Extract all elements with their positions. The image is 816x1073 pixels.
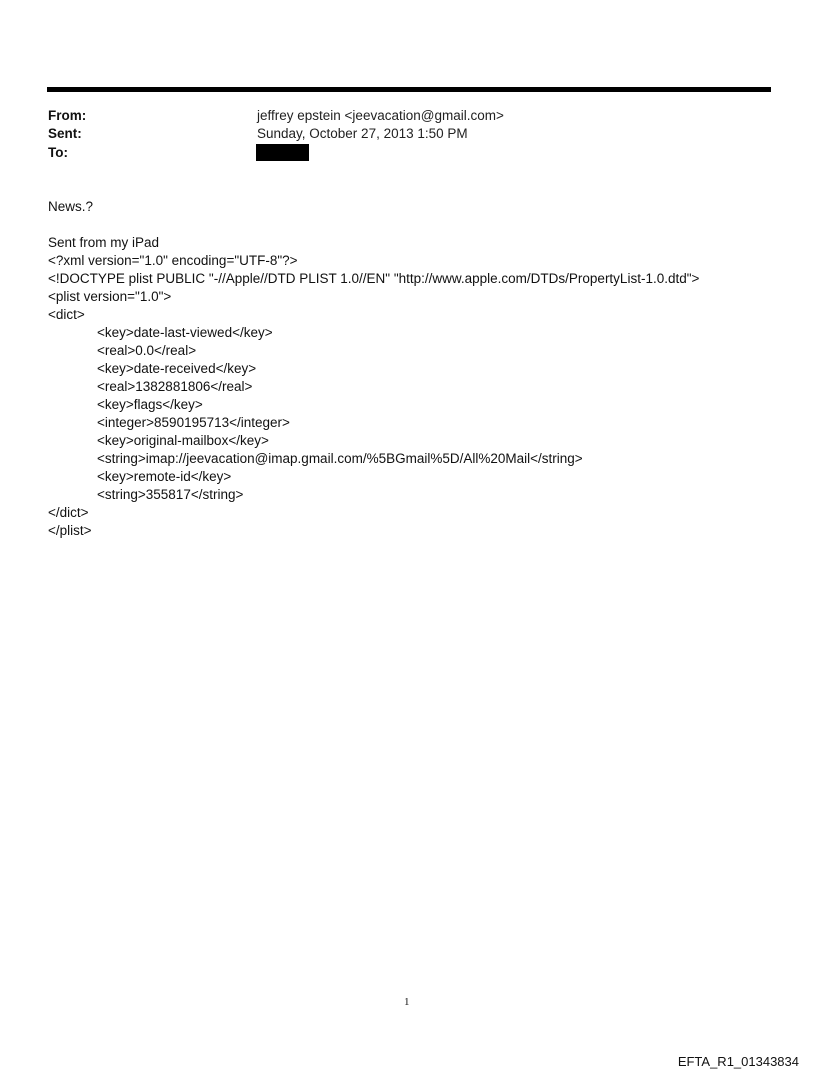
doctype-line: <!DOCTYPE plist PUBLIC "-//Apple//DTD PLIST 1.0//EN" "http://www.apple.com/DTDs/PropertyList-1.0.dtd"> bbox=[48, 271, 700, 286]
dict-line: <integer>8590195713</integer> bbox=[97, 415, 290, 430]
dict-line: <real>0.0</real> bbox=[97, 343, 197, 358]
dict-line: <key>remote-id</key> bbox=[97, 469, 232, 484]
header-rule bbox=[47, 87, 771, 92]
sent-value: Sunday, October 27, 2013 1:50 PM bbox=[257, 126, 468, 141]
plist-close: </plist> bbox=[48, 523, 92, 538]
xml-declaration: <?xml version="1.0" encoding="UTF-8"?> bbox=[48, 253, 298, 268]
dict-open: <dict> bbox=[48, 307, 85, 322]
dict-line: <key>original-mailbox</key> bbox=[97, 433, 269, 448]
from-label: From: bbox=[48, 108, 87, 123]
dict-line: <key>date-last-viewed</key> bbox=[97, 325, 273, 340]
bates-number: EFTA_R1_01343834 bbox=[677, 1054, 799, 1069]
dict-close: </dict> bbox=[48, 505, 89, 520]
from-value: jeffrey epstein <jeevacation@gmail.com> bbox=[257, 108, 504, 123]
dict-line: <string>imap://jeevacation@imap.gmail.com/%5BGmail%5D/All%20Mail</string> bbox=[97, 451, 583, 466]
redaction-box bbox=[256, 144, 309, 161]
subject-line: News.? bbox=[48, 199, 94, 214]
dict-line: <string>355817</string> bbox=[97, 487, 244, 502]
dict-line: <real>1382881806</real> bbox=[97, 379, 253, 394]
to-label: To: bbox=[48, 145, 68, 160]
dict-line: <key>flags</key> bbox=[97, 397, 203, 412]
plist-open: <plist version="1.0"> bbox=[48, 289, 172, 304]
signature-line: Sent from my iPad bbox=[48, 235, 160, 250]
dict-line: <key>date-received</key> bbox=[97, 361, 257, 376]
sent-label: Sent: bbox=[48, 126, 82, 141]
page-number: 1 bbox=[404, 996, 410, 1008]
